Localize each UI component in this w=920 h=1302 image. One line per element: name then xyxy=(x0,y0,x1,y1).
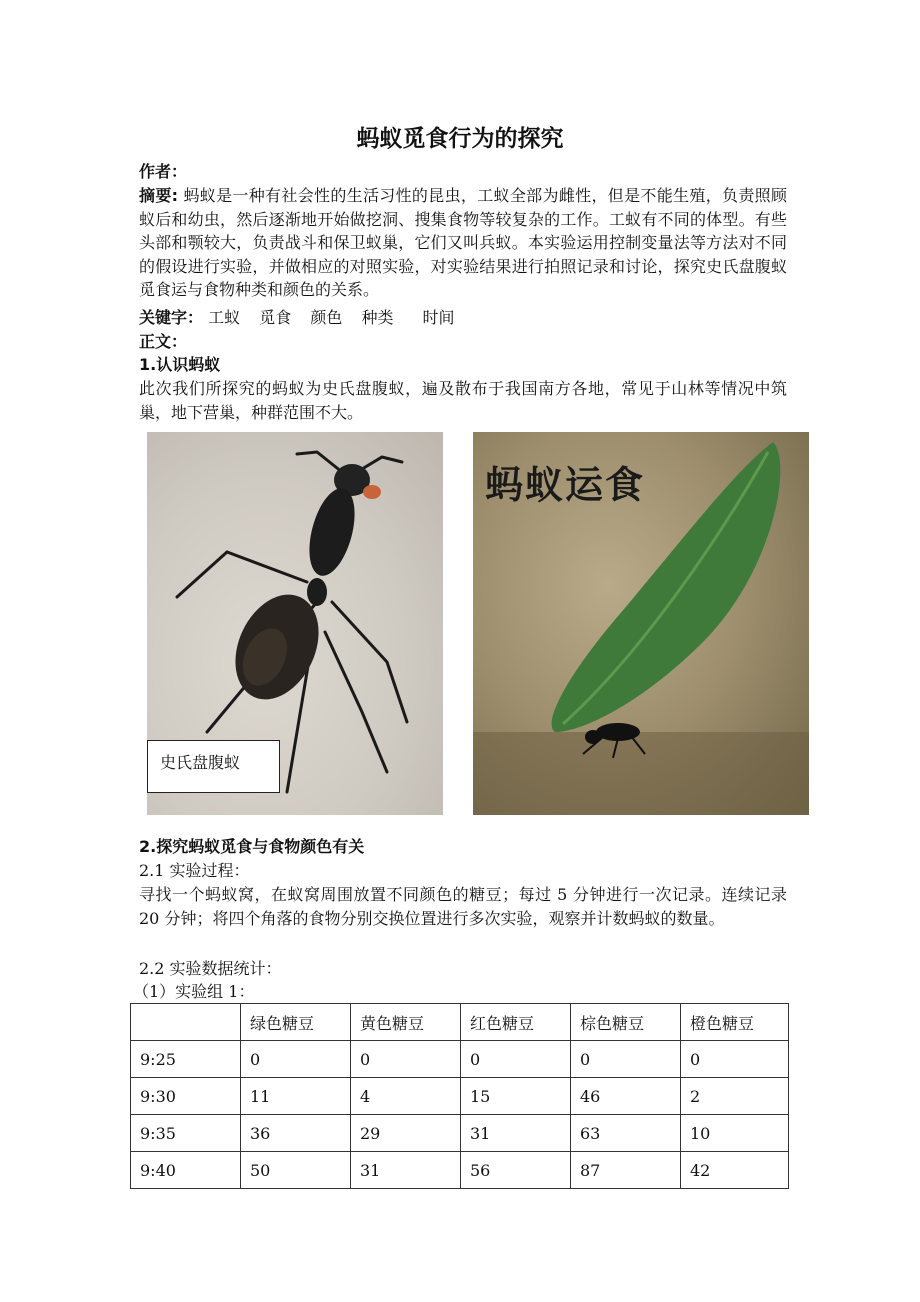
table-cell: 56 xyxy=(461,1152,571,1189)
table-header-cell: 绿色糖豆 xyxy=(241,1004,351,1041)
section2-sub2: 2.2 实验数据统计： xyxy=(139,959,282,978)
ant-photo xyxy=(147,432,443,815)
table-row xyxy=(131,1152,789,1189)
table-header-cell: 棕色糖豆 xyxy=(571,1004,681,1041)
keyword: 时间 xyxy=(422,308,455,327)
table-cell: 4 xyxy=(351,1078,461,1115)
table-cell: 0 xyxy=(241,1041,351,1078)
body-label: 正文： xyxy=(139,332,188,351)
section1-text: 此次我们所探究的蚂蚁为史氏盘腹蚁，遍及散布于我国南方各地，常见于山林等情况中筑巢，地下营巢，种群范围不大。 xyxy=(139,379,787,422)
table-cell: 0 xyxy=(571,1041,681,1078)
keyword: 工蚁 xyxy=(208,308,241,327)
abstract xyxy=(139,184,787,302)
keywords-label: 关键字： xyxy=(139,308,204,327)
keyword: 种类 xyxy=(361,308,394,327)
table-header-cell: 橙色糖豆 xyxy=(681,1004,789,1041)
table-cell: 63 xyxy=(571,1115,681,1152)
table-cell: 15 xyxy=(461,1078,571,1115)
table-cell: 0 xyxy=(681,1041,789,1078)
ant-caption-box xyxy=(147,740,280,793)
table-cell: 87 xyxy=(571,1152,681,1189)
table-cell: 31 xyxy=(351,1152,461,1189)
section2-heading: 2.探究蚂蚁觅食与食物颜色有关 xyxy=(139,837,365,856)
keywords xyxy=(139,306,789,329)
abstract-label: 摘要: xyxy=(139,186,179,205)
section2-sub1: 2.1 实验过程： xyxy=(139,861,250,880)
table-cell: 0 xyxy=(351,1041,461,1078)
abstract-text: 蚂蚁是一种有社会性的生活习性的昆虫，工蚁全部为雌性，但是不能生殖，负责照顾蚁后和幼虫，然后逐渐地开始做挖洞、搜集食物等较复杂的工作。工蚁有不同的体型。有些头部和颚较大，负责战斗和保卫蚁巢，它们又叫兵蚁。本实验运用控制变量法等方法对不同的假设进行实验，并做相应的对照实验，对实验结果进行拍照记录和讨论，探究史氏盘腹蚁觅食运与食物种类和颜色的关系。 xyxy=(139,186,787,299)
table-header-cell: 红色糖豆 xyxy=(461,1004,571,1041)
table-header-row xyxy=(131,1004,789,1041)
section2-process: 寻找一个蚂蚁窝，在蚁窝周围放置不同颜色的糖豆；每过 5 分钟进行一次记录。连续记录 20 分钟；将四个角落的食物分别交换位置进行多次实验，观察并计数蚂蚁的数量。 xyxy=(139,885,787,928)
table-cell: 10 xyxy=(681,1115,789,1152)
table-cell: 31 xyxy=(461,1115,571,1152)
table-cell: 9:40 xyxy=(131,1152,241,1189)
table-cell: 29 xyxy=(351,1115,461,1152)
table-row xyxy=(131,1115,789,1152)
table-cell: 11 xyxy=(241,1078,351,1115)
table-cell: 2 xyxy=(681,1078,789,1115)
table-cell: 0 xyxy=(461,1041,571,1078)
table-cell: 9:35 xyxy=(131,1115,241,1152)
keyword: 颜色 xyxy=(310,308,343,327)
ant-carrying-food-photo xyxy=(473,432,809,815)
table-cell: 46 xyxy=(571,1078,681,1115)
table-header-cell: 黄色糖豆 xyxy=(351,1004,461,1041)
section1-heading: 1.认识蚂蚁 xyxy=(139,355,221,374)
page-title: 蚂蚁觅食行为的探究 xyxy=(356,126,564,152)
experiment-data-table xyxy=(130,1003,789,1189)
keyword: 觅食 xyxy=(259,308,292,327)
table-header-cell xyxy=(131,1004,241,1041)
table-cell: 9:30 xyxy=(131,1078,241,1115)
table-cell: 42 xyxy=(681,1152,789,1189)
table-row xyxy=(131,1041,789,1078)
table-cell: 50 xyxy=(241,1152,351,1189)
ant-caption: 史氏盘腹蚁 xyxy=(160,753,241,772)
table-cell: 36 xyxy=(241,1115,351,1152)
table-cell: 9:25 xyxy=(131,1041,241,1078)
table-row xyxy=(131,1078,789,1115)
author-label: 作者： xyxy=(139,162,188,181)
ant-food-overlay-title: 蚂蚁运食 xyxy=(485,463,646,507)
experiment-group-label: （1）实验组 1： xyxy=(133,982,255,1001)
